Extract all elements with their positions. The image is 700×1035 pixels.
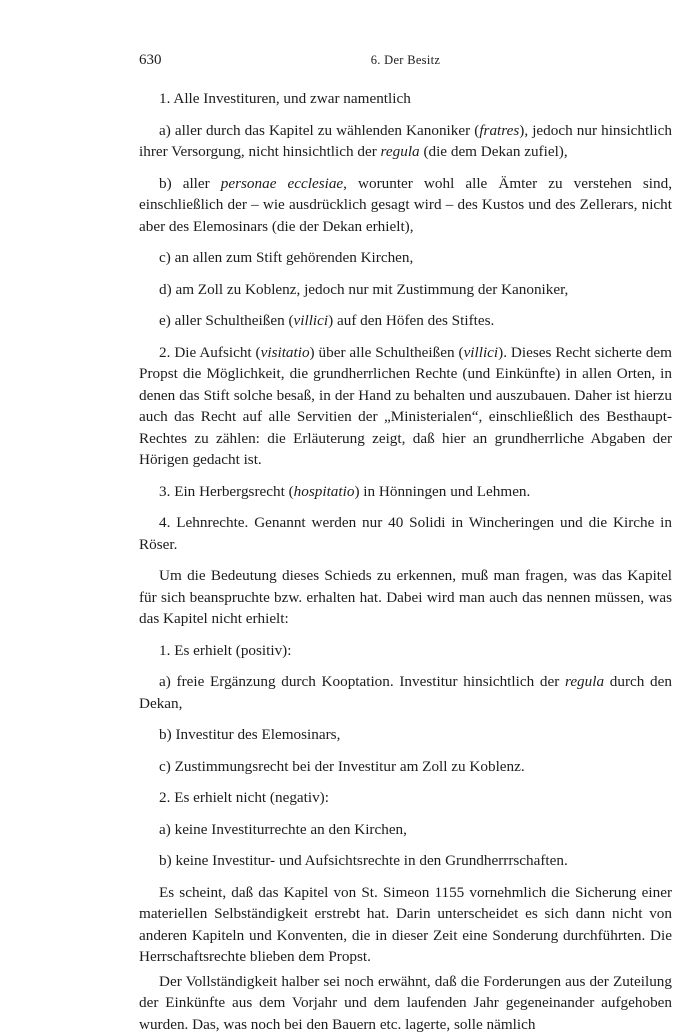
page-number: 630 [139,52,162,68]
text-segment: 1. Alle Investituren, und zwar namentlich [159,90,411,107]
text-segment: b) Investitur des Elemosinars, [159,726,341,743]
paragraph [139,247,672,269]
paragraph [139,671,672,714]
text-segment: b) keine Investitur- und Aufsichtsrechte in den Grundherrrschaften. [159,852,568,869]
body-text [139,88,672,1035]
paragraph [139,724,672,746]
text-segment: 4. Lehnrechte. Genannt werden nur 40 Solidi in Wincheringen und die Kirche in Röser. [139,514,672,553]
paragraph [139,850,672,872]
text-segment: Der Vollständigkeit halber sei noch erwähnt, daß die Forderungen aus der Zuteilung der Einkünfte aus dem Vorjahr und dem laufenden Jahr gegeneinander aufgehoben wurden. Das, was noch bei den Bauern etc. lagerte, solle nämlich [139,972,672,1033]
text-segment: ), jedoch nur hinsichtlich ihrer Versorgung, nicht hinsichtlich der [139,121,672,160]
italic-term: personae ecclesiae [220,174,344,192]
italic-term: fratres [479,121,520,139]
text-segment: d) am Zoll zu Koblenz, jedoch nur mit Zustimmung der Kanoniker, [159,280,569,298]
text-segment: 1. Es erhielt (positiv): [159,641,292,659]
text-segment: ) in Hönningen und Lehmen. [354,482,531,500]
text-segment: , worunter wohl alle Ämter zu verstehen sind, einschließlich der – wie ausdrücklich gesagt wird – des Kustos und des Zellerars, nicht aber des Elemosinars (die der Dekan erhielt), [139,174,672,235]
italic-term: hospitatio [293,482,355,500]
paragraph [139,640,672,662]
text-segment: ). Dieses Recht sicherte dem Propst die Möglichkeit, die grundherrlichen Rechte (und Einkünfte) in allen Orten, in denen das Stift solche besaß, in der Hand zu behalten und auszubauen. Daher ist hierzu auch das Recht auf alle Servitien der „Ministerialen“, einschließlich des Besthaupt-Rechtes zu zählen: die Erläuterung zeigt, daß hier an grundherrliche Abgaben der Hörigen gedacht ist. [139,343,672,468]
italic-term: visitatio [260,343,310,361]
paragraph [139,512,672,555]
italic-term: regula [380,143,420,160]
paragraph [139,173,672,238]
page-header [139,52,672,72]
text-segment: c) an allen zum Stift gehörenden Kirchen, [159,249,414,266]
text-segment: a) freie Ergänzung durch Kooptation. Investitur hinsichtlich der [159,673,565,690]
text-segment: a) keine Investiturrechte an den Kirchen, [159,820,407,838]
italic-term: villici [293,312,329,329]
text-segment: Um die Bedeutung dieses Schieds zu erkennen, muß man fragen, was das Kapitel für sich beanspruchte bzw. erhalten hat. Dabei wird man auch das nennen müssen, was das Kapitel nicht erhielt: [139,567,672,627]
paragraph [139,819,672,841]
text-segment: a) aller durch das Kapitel zu wählenden Kanoniker ( [159,121,480,139]
text-segment: ) über alle Schultheißen ( [309,343,464,361]
text-segment: 2. Es erhielt nicht (negativ): [159,789,329,806]
text-segment: c) Zustimmungsrecht bei der Investitur am Zoll zu Koblenz. [159,757,525,775]
text-segment: Es scheint, daß das Kapitel von St. Simeon 1155 vornehmlich die Sicherung einer materiellen Selbständigkeit erstrebt hat. Darin unterscheidet es sich dann nicht von anderen Kapiteln und Konventen, die in dieser Zeit eine Sonderung durchführten. Die Herrschaftsrechte blieben dem Propst. [139,883,672,965]
paragraph [139,971,672,1035]
paragraph [139,120,672,163]
text-segment: 2. Die Aufsicht ( [159,343,261,361]
running-head: 6. Der Besitz [370,53,441,67]
paragraph [139,88,672,110]
text-segment: 3. Ein Herbergsrecht ( [159,482,294,500]
italic-term: regula [564,673,605,690]
text-segment: (die dem Dekan zufiel), [419,143,568,160]
text-segment: durch den Dekan, [139,673,672,712]
paragraph [139,882,672,968]
paragraph [139,342,672,471]
paragraph [139,310,672,332]
paragraph [139,481,672,503]
paragraph [139,565,672,630]
text-segment: b) aller [159,174,221,192]
text-segment: ) auf den Höfen des Stiftes. [328,312,495,329]
paragraph [139,787,672,809]
italic-term: villici [463,343,499,361]
paragraph [139,279,672,301]
text-segment: e) aller Schultheißen ( [159,312,294,329]
paragraph [139,756,672,778]
